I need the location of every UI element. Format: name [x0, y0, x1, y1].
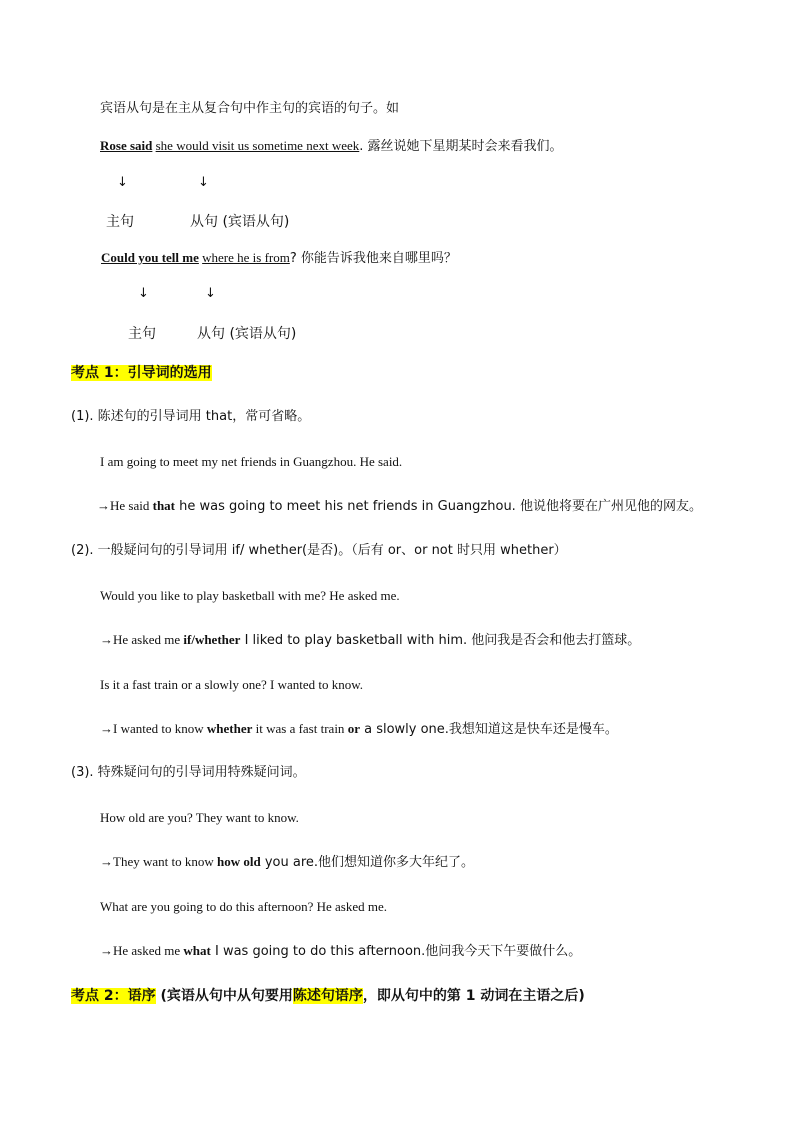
rule-3-answer-2: [100, 942, 581, 961]
section-heading-2-tag: 考点 2: [71, 988, 114, 1004]
rule-2-answer-2-pre: →I wanted to know: [100, 721, 207, 736]
section-heading-2-highlight: 陈述句语序: [292, 988, 363, 1004]
rule-2-answer-1-pre: →He asked me: [100, 632, 184, 647]
rule-3-connector-2: what: [183, 943, 211, 958]
section-heading-2-text: ：语序: [113, 988, 156, 1004]
rule-1-answer: [97, 497, 702, 516]
rule-2-connector-1: if/whether: [183, 632, 241, 647]
rule-1-answer-pre: →He said: [97, 498, 153, 513]
example-2-object-clause: where he is from: [202, 250, 290, 265]
rule-3-answer-1-post: you are.他们想知道你多大年纪了。: [260, 855, 475, 870]
rule-2-title: (2). 一般疑问句的引导词用 if/ whether(是否)。（后有 or、or not 时只用 whether）: [71, 543, 567, 558]
example-2-label-clause: 从句 (宾语从句): [197, 326, 297, 342]
rule-3-answer-1-pre: →They want to know: [100, 854, 217, 869]
example-1-label-clause: 从句 (宾语从句): [190, 214, 290, 230]
section-heading-1-tag: 考点 1: [71, 365, 114, 381]
rule-1-title: (1). 陈述句的引导词用 that，常可省略。: [71, 409, 311, 424]
example-2: [101, 249, 457, 268]
rule-2-answer-2: [100, 720, 618, 739]
rule-2-connector-or: or: [347, 721, 360, 736]
example-1-label-main: 主句: [106, 214, 134, 230]
example-2-main-clause: Could you tell me: [101, 250, 199, 265]
rule-3-answer-2-pre: →He asked me: [100, 943, 184, 958]
section-heading-2-text-3: ，即从句中的第 1 动词在主语之后): [362, 988, 585, 1004]
section-heading-2: [71, 987, 585, 1005]
rule-2-answer-1-post: I liked to play basketball with him. 他问我是否会和他去打篮球。: [240, 633, 641, 648]
example-2-translation: ? 你能告诉我他来自哪里吗？: [289, 251, 457, 266]
example-1-arrow-clause: ↓: [198, 175, 209, 190]
rule-1-question: I am going to meet my net friends in Guangzhou. He said.: [100, 454, 403, 469]
section-heading-1: [71, 364, 212, 382]
rule-2-answer-2-mid: it was a fast train: [252, 721, 348, 736]
section-heading-2-text-2: (宾语从句中从句要用: [155, 988, 293, 1004]
example-1-arrow-main: ↓: [117, 175, 128, 190]
example-1-object-clause: she would visit us sometime next week: [155, 138, 360, 153]
example-1: [100, 137, 563, 156]
rule-2-connector-2: whether: [206, 721, 253, 736]
rule-3-connector-1: how old: [216, 854, 261, 869]
rule-3-answer-2-post: I was going to do this afternoon.他问我今天下午要做什么。: [210, 944, 582, 959]
rule-2-answer-1: [100, 631, 640, 650]
rule-3-question-2: What are you going to do this afternoon? He asked me.: [100, 899, 387, 914]
rule-3-answer-1: [100, 853, 474, 872]
rule-3-question-1: How old are you? They want to know.: [100, 810, 299, 825]
example-1-translation: . 露丝说她下星期某时会来看我们。: [359, 139, 563, 154]
intro-text: 宾语从句是在主从复合句中作主句的宾语的句子。如: [100, 101, 400, 116]
rule-1-answer-post: he was going to meet his net friends in Guangzhou. 他说他将要在广州见他的网友。: [175, 499, 702, 514]
example-2-label-main: 主句: [128, 326, 156, 342]
example-1-main-clause: Rose said: [100, 138, 153, 153]
rule-2-question-1: Would you like to play basketball with me? He asked me.: [100, 588, 400, 603]
example-2-arrow-main: ↓: [138, 286, 149, 301]
example-2-arrow-clause: ↓: [205, 286, 216, 301]
section-heading-1-text: ：引导词的选用: [113, 365, 212, 381]
rule-2-question-2: Is it a fast train or a slowly one? I wanted to know.: [100, 677, 364, 692]
rule-3-title: (3). 特殊疑问句的引导词用特殊疑问词。: [71, 765, 306, 780]
rule-1-connector: that: [152, 498, 175, 513]
rule-2-answer-2-post: a slowly one.我想知道这是快车还是慢车。: [359, 722, 618, 737]
